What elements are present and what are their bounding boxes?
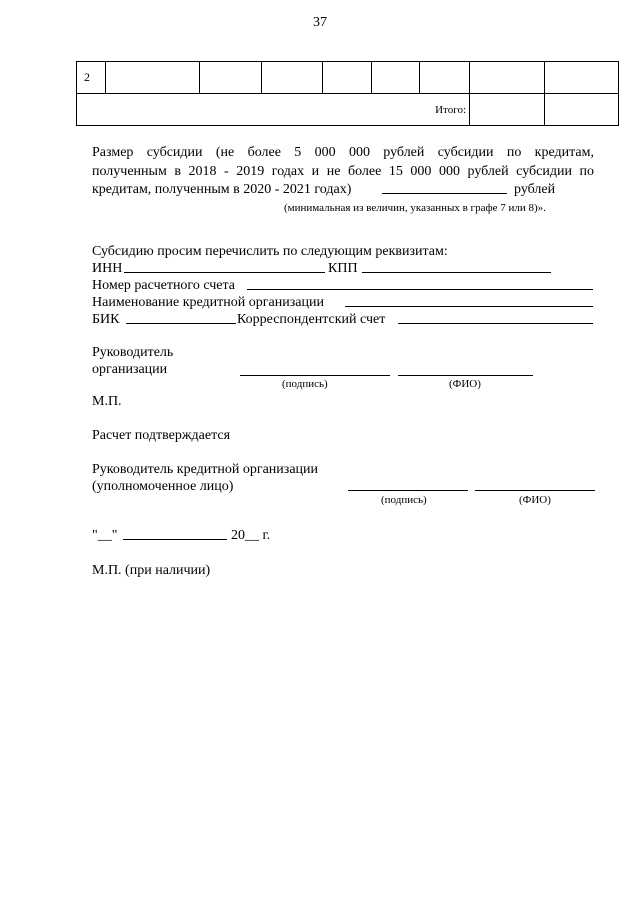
head-fio-line[interactable] xyxy=(398,375,533,376)
stamp-label: М.П. xyxy=(92,394,122,409)
requisites-heading: Субсидию просим перечислить по следующим реквизитам: xyxy=(92,244,448,259)
table-cell xyxy=(420,62,470,94)
head-title-line-1: Руководитель xyxy=(92,345,174,360)
head-fio-caption: (ФИО) xyxy=(449,378,481,390)
bank-field-line[interactable] xyxy=(345,306,593,307)
confirmation-text: Расчет подтверждается xyxy=(92,428,231,443)
head-title-line-2: организации xyxy=(92,362,168,377)
subsidy-currency: рублей xyxy=(514,182,556,197)
bank-signature-line[interactable] xyxy=(348,490,468,491)
table-cell xyxy=(200,62,262,94)
bank-signature-caption: (подпись) xyxy=(381,494,427,506)
bik-label: БИК xyxy=(92,312,120,327)
head-signature-line[interactable] xyxy=(240,375,390,376)
date-day: "__" xyxy=(92,528,118,543)
corr-account-label: Корреспондентский счет xyxy=(237,312,386,327)
subsidy-line-1: Размер субсидии (не более 5 000 000 рублей субсидии по кредитам, xyxy=(92,145,594,160)
table-cell xyxy=(106,62,200,94)
head-signature-caption: (подпись) xyxy=(282,378,328,390)
table-cell-total-7 xyxy=(470,94,545,126)
table-cell-row-number: 2 xyxy=(77,62,106,94)
bank-label: Наименование кредитной организации xyxy=(92,295,324,310)
page-number: 37 xyxy=(313,15,327,30)
subsidy-table xyxy=(76,61,619,126)
bik-field-line[interactable] xyxy=(126,323,236,324)
account-field-line[interactable] xyxy=(247,289,593,290)
table-row xyxy=(77,62,619,94)
subsidy-note: (минимальная из величин, указанных в графе 7 или 8)». xyxy=(284,202,546,214)
table-cell xyxy=(470,62,545,94)
table-cell xyxy=(323,62,372,94)
subsidy-amount-line[interactable] xyxy=(382,193,507,194)
bank-head-line-1: Руководитель кредитной организации xyxy=(92,462,319,477)
table-row-total xyxy=(77,94,619,126)
table-cell xyxy=(545,62,619,94)
table-cell xyxy=(262,62,323,94)
total-label: Итого: xyxy=(77,94,470,126)
date-month-line[interactable] xyxy=(123,539,227,540)
bank-head-line-2: (уполномоченное лицо) xyxy=(92,479,234,494)
account-label: Номер расчетного счета xyxy=(92,278,236,293)
kpp-field-line[interactable] xyxy=(362,272,551,273)
bank-fio-caption: (ФИО) xyxy=(519,494,551,506)
table-cell-total-8 xyxy=(545,94,619,126)
kpp-label: КПП xyxy=(328,261,358,276)
inn-label: ИНН xyxy=(92,261,123,276)
subsidy-line-3-start: кредитам, полученным в 2020 - 2021 годах) xyxy=(92,182,352,197)
stamp-optional-label: М.П. (при наличии) xyxy=(92,563,211,578)
table-cell xyxy=(372,62,420,94)
corr-account-field-line[interactable] xyxy=(398,323,593,324)
bank-fio-line[interactable] xyxy=(475,490,595,491)
inn-field-line[interactable] xyxy=(124,272,325,273)
subsidy-line-2: полученным в 2018 - 2019 годах и не более 15 000 000 рублей субсидии по xyxy=(92,164,594,179)
date-year: 20__ г. xyxy=(231,528,271,543)
